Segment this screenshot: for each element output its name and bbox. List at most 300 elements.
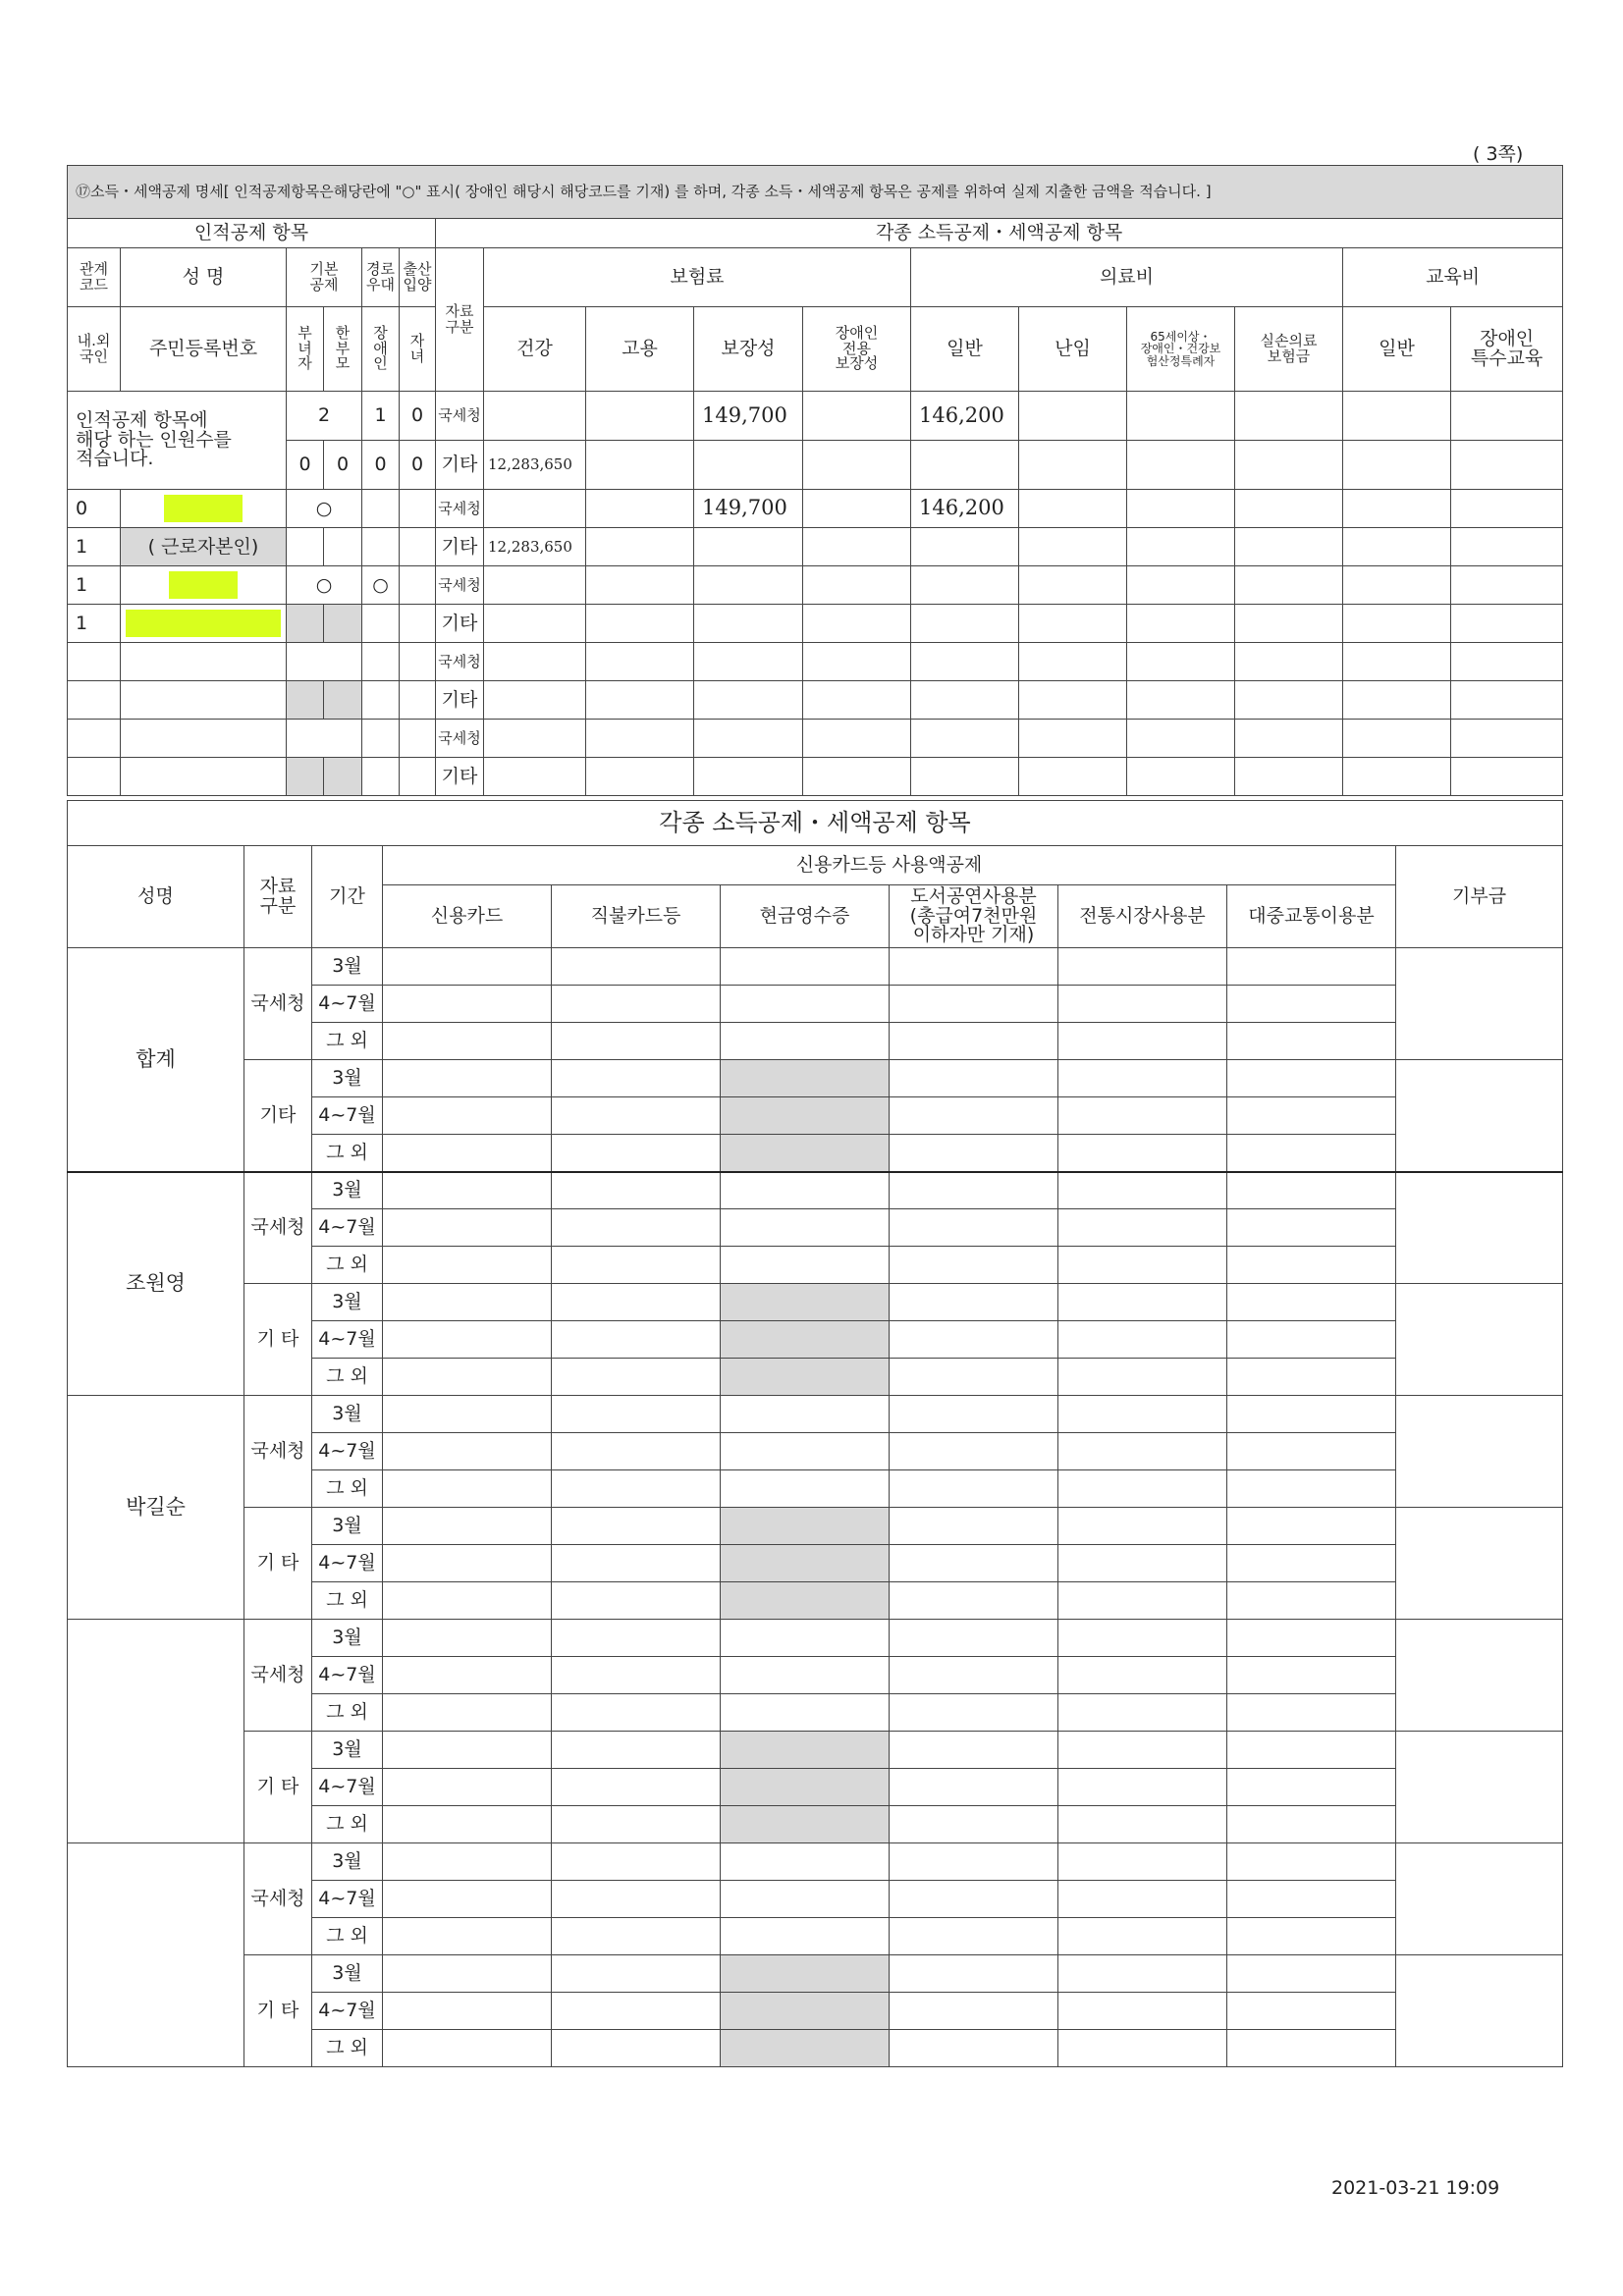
cell — [362, 605, 400, 643]
summary-health-amount: 12,283,650 — [484, 441, 586, 490]
donation-cell — [1396, 1508, 1563, 1620]
amount-cell — [383, 1508, 552, 1545]
amount-cell — [1227, 1694, 1396, 1732]
section-title: ⑰소득・세액공제 명세[ 인적공제항목은해당란에 "○" 표시( 장애인 해당시 해당코드를 기재) 를 하며, 각종 소득・세액공제 항목은 공제를 위하여 실제 지출한 금액을 적습니다. ] — [68, 166, 1563, 219]
cell — [1343, 643, 1451, 681]
header-rrn: 주민등록번호 — [121, 307, 287, 392]
cell — [586, 605, 694, 643]
period: 3월 — [312, 1732, 383, 1769]
amount-cell — [383, 1396, 552, 1433]
cell — [484, 392, 586, 441]
amount-cell — [1227, 948, 1396, 986]
amount-cell — [552, 1135, 721, 1172]
amount-cell — [383, 1433, 552, 1470]
basic-deduction-mark: ○ — [287, 566, 362, 605]
period: 그 외 — [312, 1247, 383, 1284]
amount-cell — [890, 1582, 1058, 1620]
summary-count-single: 0 — [324, 441, 362, 490]
amount-cell — [552, 1359, 721, 1396]
cell — [1451, 566, 1563, 605]
amount-cell — [1227, 1993, 1396, 2030]
amount-cell — [890, 948, 1058, 986]
cell — [1127, 643, 1235, 681]
amount-cell — [1058, 1620, 1227, 1657]
amount-cell — [1227, 1582, 1396, 1620]
cell — [400, 643, 436, 681]
cell — [586, 392, 694, 441]
amount-cell — [721, 1881, 890, 1918]
amount-cell — [383, 1881, 552, 1918]
amount-cell — [1058, 1955, 1227, 1993]
cell — [1019, 605, 1127, 643]
cell — [586, 528, 694, 566]
period: 4~7월 — [312, 1993, 383, 2030]
amount-cell — [890, 1694, 1058, 1732]
cell — [1127, 490, 1235, 528]
amount-cell — [552, 1060, 721, 1097]
cell — [121, 720, 287, 758]
amount-cell — [1058, 1247, 1227, 1284]
amount-cell — [1227, 1918, 1396, 1955]
donation-cell — [1396, 1284, 1563, 1396]
period: 그 외 — [312, 1582, 383, 1620]
cell — [324, 528, 362, 566]
amount-cell — [1058, 1284, 1227, 1321]
amount-cell — [1058, 1993, 1227, 2030]
header-infertility: 난임 — [1019, 307, 1127, 392]
period: 4~7월 — [312, 1769, 383, 1806]
cell — [362, 643, 400, 681]
amount-cell — [721, 1732, 890, 1769]
header-debit-card: 직불카드등 — [552, 885, 721, 948]
amount-cell — [1227, 1769, 1396, 1806]
period: 그 외 — [312, 1359, 383, 1396]
cell — [68, 681, 121, 720]
amount-cell — [1058, 1023, 1227, 1060]
basic-deduction-mark: ○ — [287, 490, 362, 528]
cell — [1343, 566, 1451, 605]
amount-cell — [890, 1097, 1058, 1135]
amount-cell — [383, 1321, 552, 1359]
cell — [803, 490, 911, 528]
amount-cell — [552, 1545, 721, 1582]
amount-cell — [1058, 1769, 1227, 1806]
senior-mark: ○ — [362, 566, 400, 605]
amount-cell — [1058, 1582, 1227, 1620]
amount-cell — [383, 1135, 552, 1172]
period: 4~7월 — [312, 1433, 383, 1470]
data-type: 기 타 — [244, 1732, 312, 1843]
donation-cell — [1396, 1172, 1563, 1284]
amount-cell — [890, 1732, 1058, 1769]
amount-cell — [552, 948, 721, 986]
header-disabled-protection: 장애인 전용 보장성 — [803, 307, 911, 392]
cell — [484, 566, 586, 605]
amount-cell — [383, 1694, 552, 1732]
data-type: 기타 — [436, 605, 484, 643]
amount-cell — [552, 1284, 721, 1321]
amount-cell — [1227, 1321, 1396, 1359]
header-public-transit: 대중교통이용분 — [1227, 885, 1396, 948]
header-period: 기간 — [312, 846, 383, 948]
cell — [1235, 720, 1343, 758]
cell — [287, 758, 324, 796]
amount-cell — [890, 1545, 1058, 1582]
amount-cell — [1058, 1470, 1227, 1508]
cell — [1019, 566, 1127, 605]
header-foreign: 내.외 국인 — [68, 307, 121, 392]
header-single-parent: 한 부 모 — [324, 307, 362, 392]
cell — [1019, 681, 1127, 720]
amount-cell — [1227, 1433, 1396, 1470]
rrn-cell — [121, 605, 287, 643]
cell — [484, 643, 586, 681]
amount-cell — [890, 1247, 1058, 1284]
cell — [803, 566, 911, 605]
cell — [1127, 566, 1235, 605]
rrn-cell: ( 근로자본인) — [121, 528, 287, 566]
amount-cell — [1058, 1806, 1227, 1843]
amount-cell — [1227, 1396, 1396, 1433]
amount-cell — [721, 1172, 890, 1209]
header-data-type: 자료 구분 — [244, 846, 312, 948]
amount-cell — [721, 1843, 890, 1881]
cell — [911, 528, 1019, 566]
amount-cell — [890, 1993, 1058, 2030]
amount-cell — [721, 1806, 890, 1843]
amount-cell — [1227, 1060, 1396, 1097]
header-birth-adoption: 출산 입양 — [400, 248, 436, 307]
amount-cell — [552, 1433, 721, 1470]
amount-cell — [1058, 1097, 1227, 1135]
amount-cell — [1227, 986, 1396, 1023]
amount-cell — [552, 1023, 721, 1060]
amount-cell — [721, 1135, 890, 1172]
cell — [694, 566, 803, 605]
data-type: 기 타 — [244, 1284, 312, 1396]
cell — [1343, 490, 1451, 528]
header-health: 건강 — [484, 307, 586, 392]
data-type: 국세청 — [436, 643, 484, 681]
summary-count-child: 0 — [287, 441, 324, 490]
cell — [1235, 441, 1343, 490]
amount-cell — [1227, 1843, 1396, 1881]
amount-cell — [552, 1881, 721, 1918]
amount-cell — [890, 1433, 1058, 1470]
period: 4~7월 — [312, 1881, 383, 1918]
cell — [911, 441, 1019, 490]
cell — [287, 643, 362, 681]
relation-code: 1 — [68, 605, 121, 643]
cell — [1451, 528, 1563, 566]
header-various-deductions: 각종 소득공제・세액공제 항목 — [436, 219, 1563, 248]
amount-cell — [552, 1993, 721, 2030]
header-card-usage: 신용카드등 사용액공제 — [383, 846, 1396, 885]
amount-cell — [383, 1732, 552, 1769]
cell — [400, 758, 436, 796]
header-cash-receipt: 현금영수증 — [721, 885, 890, 948]
amount-cell — [383, 1060, 552, 1097]
amount-cell — [1058, 948, 1227, 986]
cell — [1343, 720, 1451, 758]
cell — [911, 566, 1019, 605]
cell — [1235, 528, 1343, 566]
amount-cell — [721, 1396, 890, 1433]
cell — [1343, 392, 1451, 441]
amount-cell — [552, 1806, 721, 1843]
cell — [1235, 566, 1343, 605]
amount-cell — [383, 1284, 552, 1321]
data-type: 국세청 — [244, 1172, 312, 1284]
cell — [694, 681, 803, 720]
cell — [400, 720, 436, 758]
amount-cell — [721, 1023, 890, 1060]
page-number: ( 3쪽) — [1473, 143, 1524, 165]
group-name: 박길순 — [68, 1396, 244, 1620]
data-type: 국세청 — [244, 948, 312, 1060]
amount-cell — [1058, 2030, 1227, 2067]
amount-cell — [721, 1284, 890, 1321]
amount-cell — [383, 1918, 552, 1955]
name-cell — [121, 566, 287, 605]
data-type: 국세청 — [436, 490, 484, 528]
protection-amount: 149,700 — [694, 490, 803, 528]
header-data-type: 자료 구분 — [436, 248, 484, 392]
header-personal-deduction: 인적공제 항목 — [68, 219, 436, 248]
amount-cell — [890, 1396, 1058, 1433]
amount-cell — [552, 986, 721, 1023]
amount-cell — [383, 1955, 552, 1993]
cell — [694, 441, 803, 490]
period: 3월 — [312, 1060, 383, 1097]
donation-cell — [1396, 1843, 1563, 1955]
cell — [1235, 643, 1343, 681]
cell — [362, 758, 400, 796]
period: 그 외 — [312, 1806, 383, 1843]
amount-cell — [552, 1657, 721, 1694]
period: 3월 — [312, 1172, 383, 1209]
health-amount: 12,283,650 — [484, 528, 586, 566]
data-type: 기타 — [436, 681, 484, 720]
amount-cell — [383, 1545, 552, 1582]
cell — [911, 758, 1019, 796]
amount-cell — [721, 1209, 890, 1247]
cell — [362, 681, 400, 720]
cell — [1127, 605, 1235, 643]
amount-cell — [721, 1694, 890, 1732]
period: 3월 — [312, 948, 383, 986]
amount-cell — [552, 1582, 721, 1620]
amount-cell — [1058, 1359, 1227, 1396]
period: 4~7월 — [312, 1097, 383, 1135]
data-type: 기 타 — [244, 1955, 312, 2067]
period: 그 외 — [312, 1470, 383, 1508]
amount-cell — [552, 1918, 721, 1955]
amount-cell — [890, 1172, 1058, 1209]
amount-cell — [1058, 1396, 1227, 1433]
cell — [1343, 528, 1451, 566]
period: 4~7월 — [312, 1209, 383, 1247]
amount-cell — [383, 1172, 552, 1209]
amount-cell — [890, 1769, 1058, 1806]
cell — [1127, 528, 1235, 566]
cell — [287, 605, 324, 643]
cell — [1019, 528, 1127, 566]
header-relation-code: 관계 코드 — [68, 248, 121, 307]
group-name: 조원영 — [68, 1172, 244, 1396]
header-donation: 기부금 — [1396, 846, 1563, 948]
amount-cell — [383, 1657, 552, 1694]
cell — [1235, 605, 1343, 643]
amount-cell — [1058, 1694, 1227, 1732]
cell — [586, 643, 694, 681]
amount-cell — [1058, 1732, 1227, 1769]
header-credit-card: 신용카드 — [383, 885, 552, 948]
amount-cell — [890, 1806, 1058, 1843]
amount-cell — [890, 1023, 1058, 1060]
data-type: 국세청 — [436, 566, 484, 605]
footer-timestamp: 2021-03-21 19:09 — [1331, 2177, 1500, 2199]
cell — [1127, 392, 1235, 441]
amount-cell — [552, 1321, 721, 1359]
amount-cell — [1227, 1172, 1396, 1209]
period: 3월 — [312, 1396, 383, 1433]
amount-cell — [1058, 1172, 1227, 1209]
cell — [803, 528, 911, 566]
amount-cell — [721, 948, 890, 986]
amount-cell — [383, 986, 552, 1023]
amount-cell — [552, 1172, 721, 1209]
cell — [803, 643, 911, 681]
relation-code: 0 — [68, 490, 121, 528]
amount-cell — [890, 1470, 1058, 1508]
amount-cell — [383, 1247, 552, 1284]
period: 그 외 — [312, 1023, 383, 1060]
cell — [694, 643, 803, 681]
amount-cell — [383, 1359, 552, 1396]
data-type: 국세청 — [244, 1843, 312, 1955]
summary-medical-general-amount: 146,200 — [911, 392, 1019, 441]
amount-cell — [890, 1209, 1058, 1247]
amount-cell — [721, 1582, 890, 1620]
cell — [121, 643, 287, 681]
cell — [484, 681, 586, 720]
group-name: 합계 — [68, 948, 244, 1172]
amount-cell — [1227, 1247, 1396, 1284]
data-type: 국세청 — [436, 720, 484, 758]
data-type: 기타 — [244, 1060, 312, 1172]
cell — [694, 720, 803, 758]
amount-cell — [1227, 1955, 1396, 1993]
header-special-education: 장애인 특수교육 — [1451, 307, 1563, 392]
amount-cell — [890, 1284, 1058, 1321]
header-basic-deduction: 기본 공제 — [287, 248, 362, 307]
amount-cell — [721, 1508, 890, 1545]
amount-cell — [1058, 1135, 1227, 1172]
amount-cell — [552, 1620, 721, 1657]
cell — [121, 758, 287, 796]
amount-cell — [1058, 1843, 1227, 1881]
cell — [1451, 441, 1563, 490]
cell — [1451, 392, 1563, 441]
header-medical-general: 일반 — [911, 307, 1019, 392]
cell — [803, 720, 911, 758]
period: 4~7월 — [312, 1545, 383, 1582]
cell — [586, 681, 694, 720]
amount-cell — [383, 1620, 552, 1657]
amount-cell — [1227, 2030, 1396, 2067]
amount-cell — [721, 1993, 890, 2030]
personal-deduction-table — [67, 165, 1563, 796]
amount-cell — [721, 1545, 890, 1582]
relation-code: 1 — [68, 528, 121, 566]
period: 그 외 — [312, 1918, 383, 1955]
cell — [1127, 681, 1235, 720]
amount-cell — [1058, 1918, 1227, 1955]
period: 4~7월 — [312, 1321, 383, 1359]
cell — [803, 392, 911, 441]
amount-cell — [383, 1097, 552, 1135]
amount-cell — [1227, 1135, 1396, 1172]
cell — [121, 681, 287, 720]
header-disabled: 장 애 인 — [362, 307, 400, 392]
amount-cell — [721, 1097, 890, 1135]
amount-cell — [552, 1508, 721, 1545]
amount-cell — [1227, 1620, 1396, 1657]
cell — [803, 441, 911, 490]
amount-cell — [383, 1582, 552, 1620]
cell — [362, 490, 400, 528]
amount-cell — [721, 1918, 890, 1955]
amount-cell — [890, 1321, 1058, 1359]
amount-cell — [721, 1955, 890, 1993]
cell — [484, 758, 586, 796]
cell — [1235, 758, 1343, 796]
cell — [694, 528, 803, 566]
period: 그 외 — [312, 1694, 383, 1732]
amount-cell — [1227, 1097, 1396, 1135]
cell — [1019, 392, 1127, 441]
cell — [68, 758, 121, 796]
period: 그 외 — [312, 1135, 383, 1172]
amount-cell — [890, 1657, 1058, 1694]
amount-cell — [552, 1955, 721, 1993]
header-traditional-market: 전통시장사용분 — [1058, 885, 1227, 948]
summary-count-kid: 0 — [400, 441, 436, 490]
amount-cell — [383, 2030, 552, 2067]
amount-cell — [721, 1359, 890, 1396]
amount-cell — [552, 1097, 721, 1135]
cell — [400, 528, 436, 566]
cell — [362, 528, 400, 566]
amount-cell — [721, 986, 890, 1023]
redacted-name — [164, 495, 243, 522]
header-indemnity: 실손의료 보험금 — [1235, 307, 1343, 392]
amount-cell — [1058, 986, 1227, 1023]
amount-cell — [890, 1881, 1058, 1918]
relation-code: 1 — [68, 566, 121, 605]
data-type: 국세청 — [244, 1620, 312, 1732]
amount-cell — [1227, 1508, 1396, 1545]
amount-cell — [383, 1470, 552, 1508]
group-name — [68, 1620, 244, 1843]
amount-cell — [890, 1955, 1058, 1993]
cell — [1127, 441, 1235, 490]
header-employment: 고용 — [586, 307, 694, 392]
summary-count-disabled: 0 — [362, 441, 400, 490]
amount-cell — [383, 948, 552, 986]
amount-cell — [552, 1209, 721, 1247]
